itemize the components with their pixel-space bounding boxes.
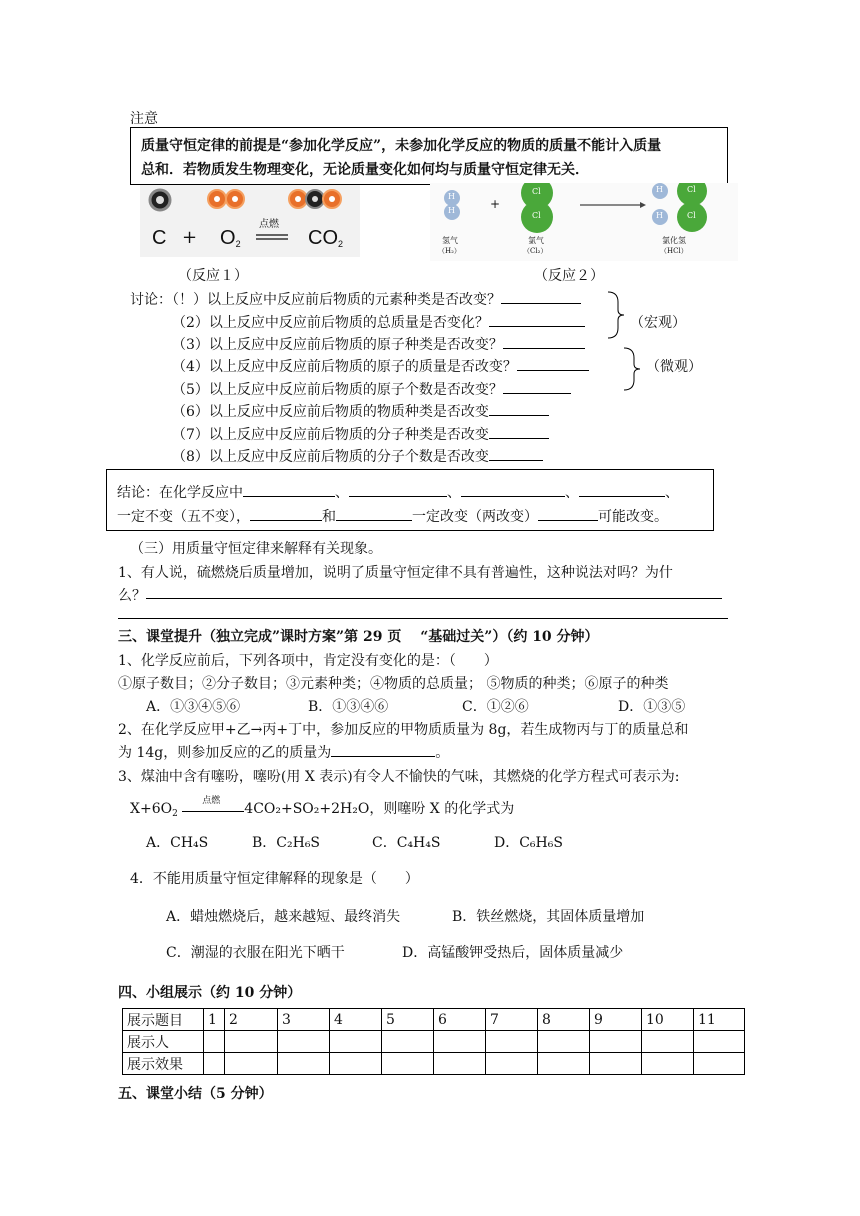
discussion-q5: （5）以上反应中反应前后物质的原子个数是否改变？ <box>172 379 571 399</box>
s3-q1-option-c: C．①②⑥ <box>462 699 529 715</box>
answer-line-2 <box>118 618 728 619</box>
topic-number: 2 <box>225 1009 278 1031</box>
table-cell[interactable] <box>642 1053 694 1075</box>
row-header-presenter: 展示人 <box>123 1031 204 1053</box>
reaction-1-o2: $O_2$ <box>220 227 241 249</box>
reaction-2-illustration <box>430 183 738 261</box>
table-cell[interactable] <box>434 1053 486 1075</box>
table-cell[interactable] <box>538 1053 590 1075</box>
topic-number: 9 <box>590 1009 642 1031</box>
note-label: 注意 <box>130 111 158 127</box>
discussion-q3: （3）以上反应中反应前后物质的原子种类是否改变？ <box>172 334 585 354</box>
table-cell[interactable] <box>382 1031 434 1053</box>
reaction-1-illustration <box>140 185 360 257</box>
topic-number: 5 <box>382 1009 434 1031</box>
hcl-h-label-1: H <box>656 185 663 194</box>
s3-q3-option-b: B．C₂H₆S <box>252 835 321 851</box>
label-h2: 氢气 <box>442 236 458 245</box>
table-cell[interactable] <box>486 1053 538 1075</box>
row-header-topic: 展示题目 <box>123 1009 204 1031</box>
s3-q1: 1、化学反应前后，下列各项中，肯定没有变化的是：（ ） <box>118 653 498 669</box>
label-cl2: 氯气 <box>528 236 544 245</box>
s3-q3-line1: 3、煤油中含有噻吩，噻吩(用 X 表示)有令人不愉快的气味，其燃烧的化学方程式可表示为: <box>118 769 680 785</box>
s3-q4: 4．不能用质量守恒定律解释的现象是（ ） <box>130 871 419 887</box>
micro-label: （微观） <box>646 359 702 375</box>
table-cell[interactable] <box>590 1031 642 1053</box>
conclusion-line-1: 结论：在化学反应中 、 、 、 、 <box>117 482 679 502</box>
table-row <box>123 1009 745 1031</box>
reaction-1-c: C <box>152 227 167 249</box>
hcl-cl-label-2: Cl <box>687 211 696 220</box>
section5-title: 五、课堂小结（5 分钟） <box>118 1086 273 1102</box>
discussion-q6: （6）以上反应中反应前后物质的物质种类是否改变 <box>172 401 549 421</box>
topic-number: 11 <box>694 1009 745 1031</box>
s3-q3-equation: $X+6O_2$ 点燃 4CO₂+SO₂+2H₂O，则噻吩 X 的化学式为 <box>130 798 514 819</box>
label-cl2-formula: （Cl₂） <box>523 247 548 255</box>
presentation-table <box>122 1008 745 1075</box>
table-cell[interactable] <box>590 1053 642 1075</box>
hcl-h-label-2: H <box>656 211 663 220</box>
table-cell[interactable] <box>204 1031 225 1053</box>
reaction-1-caption: （反应１） <box>178 268 248 284</box>
s3-q3-condition: 点燃 <box>202 796 221 806</box>
conclusion-line-2: 一定不变（五不变）， 和 一定改变（两改变） 可能改变。 <box>117 506 668 526</box>
table-cell[interactable] <box>278 1053 330 1075</box>
table-cell[interactable] <box>278 1031 330 1053</box>
conclusion-box <box>106 469 714 531</box>
table-cell[interactable] <box>486 1031 538 1053</box>
s3-q1-option-a: A．①③④⑤⑥ <box>146 699 241 715</box>
topic-number: 3 <box>278 1009 330 1031</box>
note-line-1: 质量守恒定律的前提是“参加化学反应”，未参加化学反应的物质的质量不能计入质量 <box>141 138 662 154</box>
micro-brace <box>622 346 642 392</box>
part3-q1-line1: 1、有人说，硫燃烧后质量增加，说明了质量守恒定律不具有普遍性，这种说法对吗？为什 <box>118 565 673 581</box>
label-hcl-formula: （HCl） <box>660 247 688 255</box>
note-box <box>130 127 728 185</box>
s3-q3-option-d: D．C₆H₆S <box>494 835 563 851</box>
topic-number: 7 <box>486 1009 538 1031</box>
s3-q1-option-d: D．①③⑤ <box>618 699 686 715</box>
cl-atom-label-1: Cl <box>532 187 541 196</box>
s3-q4-option-b: B．铁丝燃烧，其固体质量增加 <box>452 909 645 925</box>
cl-atom-label-2: Cl <box>532 211 541 220</box>
table-cell[interactable] <box>330 1053 382 1075</box>
table-cell[interactable] <box>694 1053 745 1075</box>
reaction-1-condition: 点燃 <box>259 219 279 230</box>
table-cell[interactable] <box>225 1031 278 1053</box>
topic-number: 4 <box>330 1009 382 1031</box>
note-line-2: 总和．若物质发生物理变化，无论质量变化如何均与质量守恒定律无关． <box>141 162 589 178</box>
s3-q1-option-b: B．①③④⑥ <box>308 699 389 715</box>
reaction-2-molecules <box>430 183 738 261</box>
discussion-q8: （8）以上反应中反应前后物质的分子个数是否改变 <box>172 446 543 466</box>
table-cell[interactable] <box>382 1053 434 1075</box>
table-cell[interactable] <box>694 1031 745 1053</box>
hcl-cl-label-1: Cl <box>687 185 696 194</box>
table-cell[interactable] <box>225 1053 278 1075</box>
reaction-1-plus: + <box>182 227 198 248</box>
table-cell[interactable] <box>642 1031 694 1053</box>
discussion-q4: （4）以上反应中反应前后物质的原子的质量是否改变？ <box>172 356 589 376</box>
discussion-q1: 讨论：（！）以上反应中反应前后物质的元素种类是否改变？ <box>130 289 581 309</box>
s3-q4-option-d: D．高锰酸钾受热后，固体质量减少 <box>402 945 624 961</box>
row-header-effect: 展示效果 <box>123 1053 204 1075</box>
s3-q4-option-a: A．蜡烛燃烧后，越来越短、最终消失 <box>166 909 401 925</box>
table-cell[interactable] <box>434 1031 486 1053</box>
table-cell[interactable] <box>204 1053 225 1075</box>
topic-number: 1 <box>204 1009 225 1031</box>
reaction-1-co2: $CO_2$ <box>308 227 344 249</box>
discussion-q2: （2）以上反应中反应前后物质的总质量是否变化？ <box>172 312 585 332</box>
topic-number: 6 <box>434 1009 486 1031</box>
part3-q1-line2: 么？ <box>118 588 146 604</box>
h-atom-label-2: H <box>448 206 455 215</box>
topic-number: 8 <box>538 1009 590 1031</box>
s3-q4-option-c: C．潮湿的衣服在阳光下晒干 <box>166 945 345 961</box>
part3-heading: （三）用质量守恒定律来解释有关现象。 <box>130 541 382 557</box>
s3-q2-line2: 为 14g，则参加反应的乙的质量为 。 <box>118 742 449 762</box>
s3-q3-option-c: C．C₄H₄S <box>372 835 441 851</box>
topic-number: 10 <box>642 1009 694 1031</box>
s3-q1-items: ①原子数目；②分子数目；③元素种类；④物质的总质量； ⑤物质的种类；⑥原子的种类 <box>118 676 669 692</box>
discussion-q7: （7）以上反应中反应前后物质的分子种类是否改变 <box>172 424 549 444</box>
label-h2-formula: （H₂） <box>438 247 461 255</box>
h-atom-label-1: H <box>448 192 455 201</box>
label-hcl: 氯化氢 <box>662 236 686 245</box>
table-row <box>123 1031 745 1053</box>
reaction-2-caption: （反应２） <box>534 268 604 284</box>
s3-q2-line1: 2、在化学反应甲+乙→丙+丁中，参加反应的甲物质质量为 8g，若生成物丙与丁的质量总和 <box>118 722 689 738</box>
table-row <box>123 1053 745 1075</box>
s3-q3-option-a: A．CH₄S <box>146 835 209 851</box>
section3-title: 三、课堂提升（独立完成”课时方案”第 29 页 “基础过关”）（约 10 分钟） <box>118 629 599 645</box>
table-cell[interactable] <box>538 1031 590 1053</box>
table-cell[interactable] <box>330 1031 382 1053</box>
answer-line-1 <box>146 598 722 599</box>
macro-label: （宏观） <box>630 315 686 331</box>
reaction-2-plus: + <box>490 197 501 211</box>
section4-title: 四、小组展示（约 10 分钟） <box>118 985 302 1001</box>
macro-brace <box>606 290 626 340</box>
